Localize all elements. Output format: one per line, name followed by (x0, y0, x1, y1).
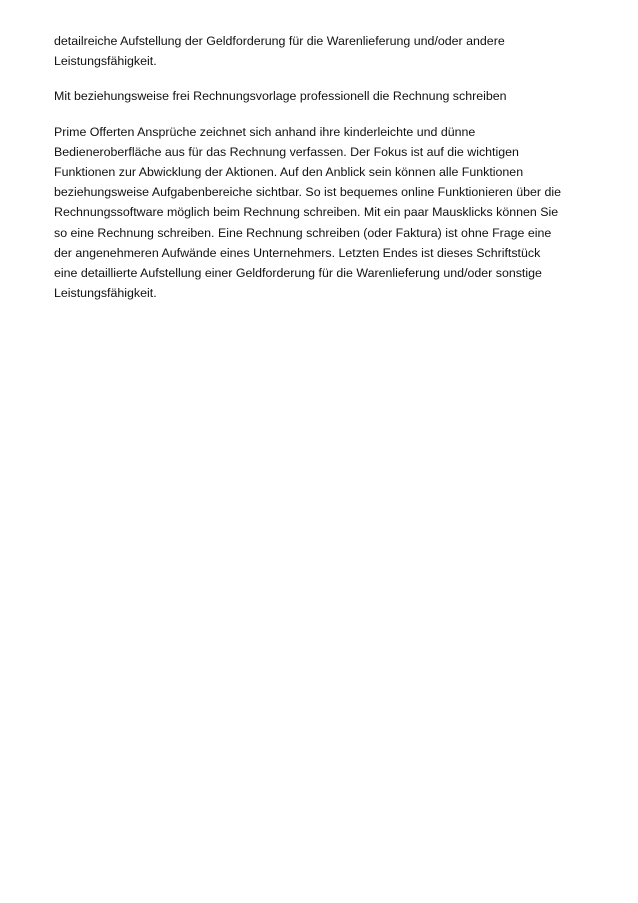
paragraph-heading (54, 86, 594, 106)
text-line: Leistungsfähigkeit. (54, 54, 157, 69)
document-body (54, 31, 594, 318)
text-line: detailreiche Aufstellung der Geldforderung für die Warenlieferung und/oder andere (54, 34, 505, 48)
text-line: Bedieneroberfläche aus für das Rechnung verfassen. Der Fokus ist auf die wichtigen (54, 144, 519, 159)
text-line: beziehungsweise Aufgabenbereiche sichtbar. So ist bequemes online Funktionieren über die (54, 185, 561, 200)
paragraph-intro (54, 31, 594, 71)
text-line: Funktionen zur Abwicklung der Aktionen. Auf den Anblick sein können alle Funktionen (54, 165, 524, 180)
text-line: Leistungsfähigkeit. (54, 286, 157, 301)
text-line: Mit beziehungsweise frei Rechnungsvorlage professionell die Rechnung schreiben (54, 89, 507, 104)
paragraph-body (54, 122, 594, 304)
text-line: eine detaillierte Aufstellung einer Geldforderung für die Warenlieferung und/oder sonstige (54, 266, 542, 281)
text-line: der angenehmeren Aufwände eines Unternehmers. Letzten Endes ist dieses Schriftstück (54, 245, 541, 260)
text-line: Prime Offerten Ansprüche zeichnet sich anhand ihre kinderleichte und dünne (54, 124, 476, 139)
text-line: Rechnungssoftware möglich beim Rechnung schreiben. Mit ein paar Mausklicks können Sie (54, 205, 559, 220)
text-line: so eine Rechnung schreiben. Eine Rechnung schreiben (oder Faktura) ist ohne Frage eine (54, 225, 552, 240)
